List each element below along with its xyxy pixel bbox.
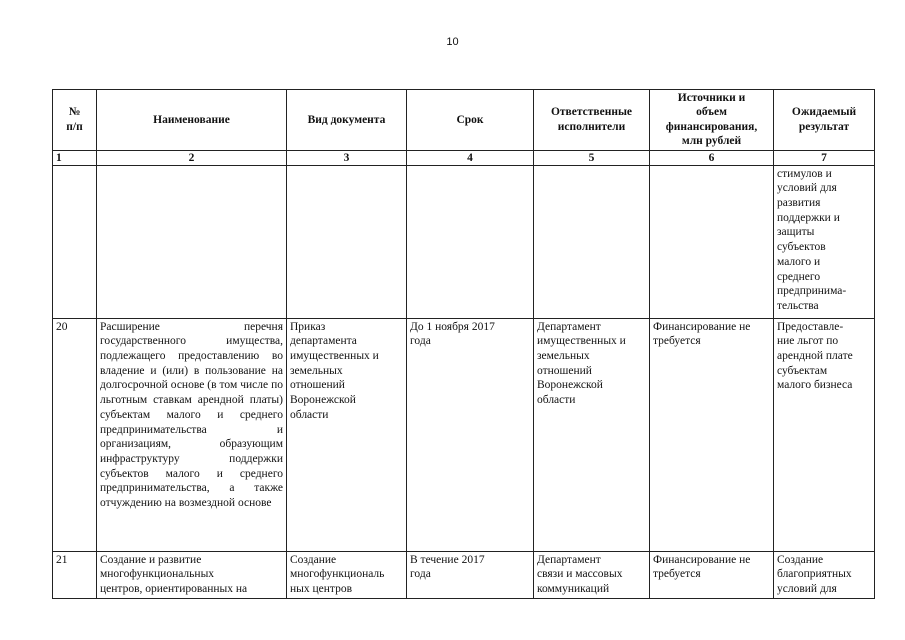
column-number: 3 xyxy=(287,150,407,165)
header-executors: Ответственные исполнители xyxy=(534,90,650,151)
cell-term: В течение 2017 года xyxy=(407,551,534,598)
cell-document-type: Приказ департамента имущественных и земельных отношений Воронежской области xyxy=(287,318,407,551)
table-row-carry-over xyxy=(53,165,875,318)
column-number: 7 xyxy=(774,150,875,165)
cell-result: Предоставле- ние льгот по арендной плате субъектам малого бизнеса xyxy=(774,318,875,551)
cell-empty xyxy=(534,165,650,318)
cell-name: Создание и развитие многофункциональных центров, ориентированных на xyxy=(97,551,287,598)
cell-executors: Департамент имущественных и земельных отношений Воронежской области xyxy=(534,318,650,551)
cell-empty xyxy=(407,165,534,318)
cell-empty xyxy=(650,165,774,318)
column-number: 2 xyxy=(97,150,287,165)
column-number: 4 xyxy=(407,150,534,165)
header-number: № п/п xyxy=(53,90,97,151)
cell-financing: Финансирование не требуется xyxy=(650,318,774,551)
table-row xyxy=(53,551,875,598)
cell-empty xyxy=(97,165,287,318)
column-number: 5 xyxy=(534,150,650,165)
cell-number: 20 xyxy=(53,318,97,551)
header-financing: Источники и объем финансирования, млн рублей xyxy=(650,90,774,151)
cell-name: Расширение перечня государственного имущества, подлежащего предоставлению во владение и (или) в пользование на долгосрочной основе (в том числе по льготным ставкам арендной платы) субъектам малого и среднего предпринимательства и организациям, образующим инфраструктуру поддержки субъектов малого и среднего предпринимательства, а также отчуждению на возмездной основе xyxy=(97,318,287,551)
column-number: 1 xyxy=(53,150,97,165)
cell-executors: Департамент связи и массовых коммуникаций xyxy=(534,551,650,598)
page-number: 10 xyxy=(446,36,459,48)
header-name: Наименование xyxy=(97,90,287,151)
action-plan-table xyxy=(52,89,875,599)
column-number-row xyxy=(53,150,875,165)
cell-document-type: Создание многофункциональ ных центров xyxy=(287,551,407,598)
table-row xyxy=(53,318,875,551)
cell-term: До 1 ноября 2017 года xyxy=(407,318,534,551)
table-header-row xyxy=(53,90,875,151)
column-number: 6 xyxy=(650,150,774,165)
cell-number: 21 xyxy=(53,551,97,598)
cell-result: Создание благоприятных условий для xyxy=(774,551,875,598)
header-document-type: Вид документа xyxy=(287,90,407,151)
cell-result: стимулов и условий для развития поддержки и защиты субъектов малого и среднего предпринима- тельства xyxy=(774,165,875,318)
cell-financing: Финансирование не требуется xyxy=(650,551,774,598)
cell-empty xyxy=(287,165,407,318)
cell-empty xyxy=(53,165,97,318)
header-term: Срок xyxy=(407,90,534,151)
header-result: Ожидаемый результат xyxy=(774,90,875,151)
